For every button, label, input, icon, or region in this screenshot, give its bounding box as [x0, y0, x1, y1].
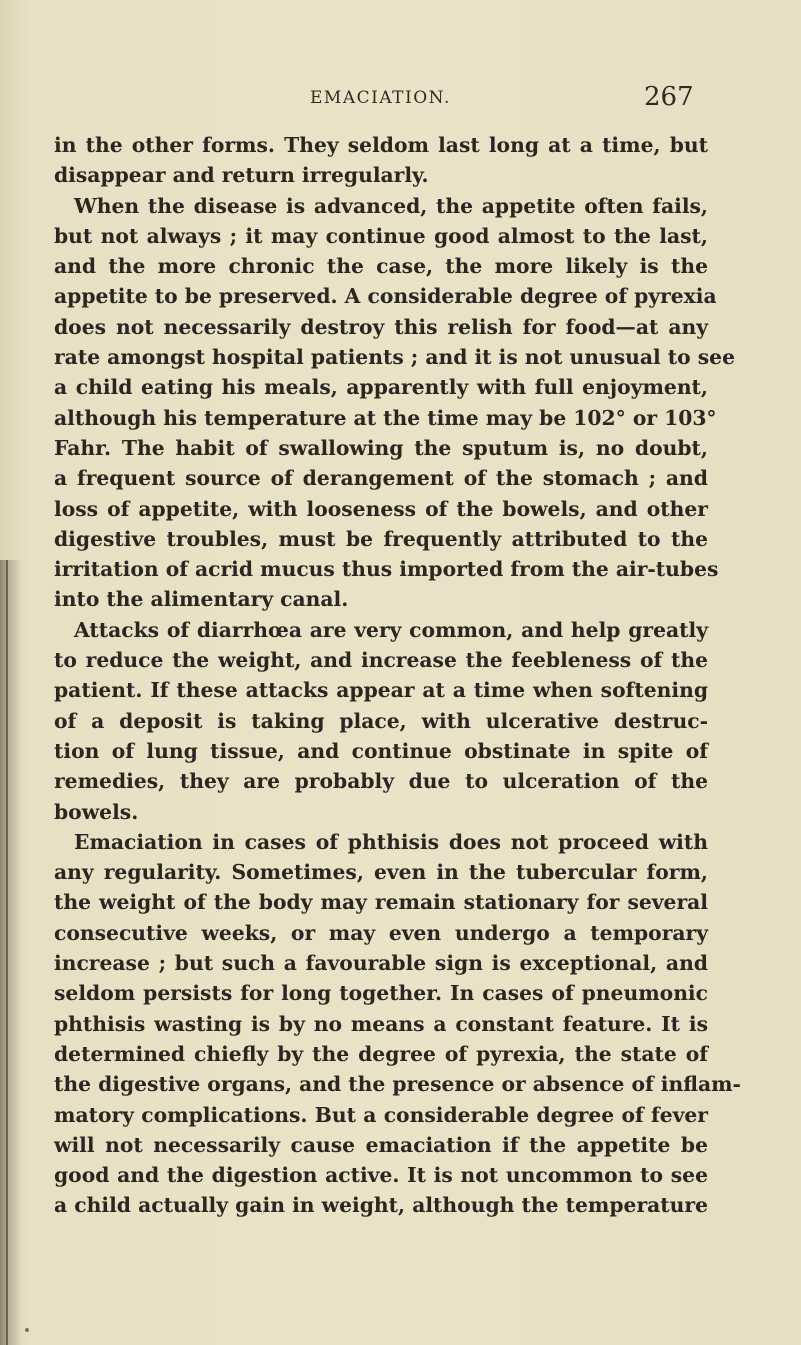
running-head: EMACIATION. — [310, 88, 451, 108]
text-line: in the other forms. They seldom last long at a time, but — [54, 133, 708, 157]
body-text — [54, 130, 741, 1221]
text-line: a child eating his meals, apparently with full enjoyment, — [54, 375, 708, 400]
text-line: to reduce the weight, and increase the feebleness of the — [54, 648, 708, 673]
text-line: Emaciation in cases of phthisis does not proceed with — [74, 829, 708, 854]
text-line: any regularity. Sometimes, even in the tubercular form, — [54, 860, 708, 885]
text-line: matory complications. But a considerable degree of fever — [54, 1102, 708, 1127]
text-line: digestive troubles, must be frequently attributed to the — [54, 526, 708, 551]
text-line: although his temperature at the time may be 102° or 103° — [54, 405, 717, 430]
text-line: consecutive weeks, or may even undergo a temporary — [54, 920, 708, 945]
text-line: a frequent source of derangement of the stomach ; and — [54, 466, 708, 491]
text-line: seldom persists for long together. In cases of pneumonic — [54, 981, 708, 1006]
text-line: loss of appetite, with looseness of the bowels, and other — [54, 496, 708, 521]
text-line: appetite to be preserved. A considerable degree of pyrexia — [54, 284, 717, 309]
text-line: does not necessarily destroy this relish for food—at any — [54, 314, 708, 339]
text-line: the digestive organs, and the presence or absence of inflam- — [54, 1072, 741, 1097]
text-line: phthisis wasting is by no means a constant feature. It is — [54, 1011, 708, 1036]
text-line: determined chiefly by the degree of pyrexia, the state of — [54, 1041, 708, 1066]
text-line: remedies, they are probably due to ulceration of the — [54, 769, 708, 794]
page-number: 267 — [644, 82, 694, 112]
text-line: tion of lung tissue, and continue obstinate in spite of — [54, 738, 708, 763]
text-line: into the alimentary canal. — [54, 587, 349, 612]
text-line: disappear and return irregularly. — [54, 163, 429, 188]
text-line: will not necessarily cause emaciation if the appetite be — [54, 1132, 708, 1157]
text-line: of a deposit is taking place, with ulcerative destruc- — [54, 708, 708, 733]
text-line: the weight of the body may remain stationary for several — [54, 890, 708, 915]
text-line: increase ; but such a favourable sign is exceptional, and — [54, 951, 708, 976]
text-line: a child actually gain in weight, although the temperature — [54, 1193, 708, 1218]
text-line: but not always ; it may continue good almost to the last, — [54, 223, 708, 248]
paper-speck — [25, 1328, 29, 1332]
text-line: patient. If these attacks appear at a time when softening — [54, 678, 708, 703]
text-line: and the more chronic the case, the more likely is the — [54, 254, 708, 279]
page-edge-line — [6, 560, 8, 1345]
text-line: Attacks of diarrhœa are very common, and help greatly — [74, 617, 708, 642]
text-line: irritation of acrid mucus thus imported from the air-tubes — [54, 557, 719, 582]
text-line: rate amongst hospital patients ; and it is not unusual to see — [54, 345, 735, 370]
text-line: When the disease is advanced, the appetite often fails, — [74, 193, 708, 218]
text-line: Fahr. The habit of swallowing the sputum is, no doubt, — [54, 435, 708, 460]
page-edge-shadow — [0, 560, 22, 1345]
text-line: good and the digestion active. It is not uncommon to see — [54, 1163, 708, 1188]
text-line: bowels. — [54, 799, 139, 824]
page-header — [0, 82, 801, 112]
